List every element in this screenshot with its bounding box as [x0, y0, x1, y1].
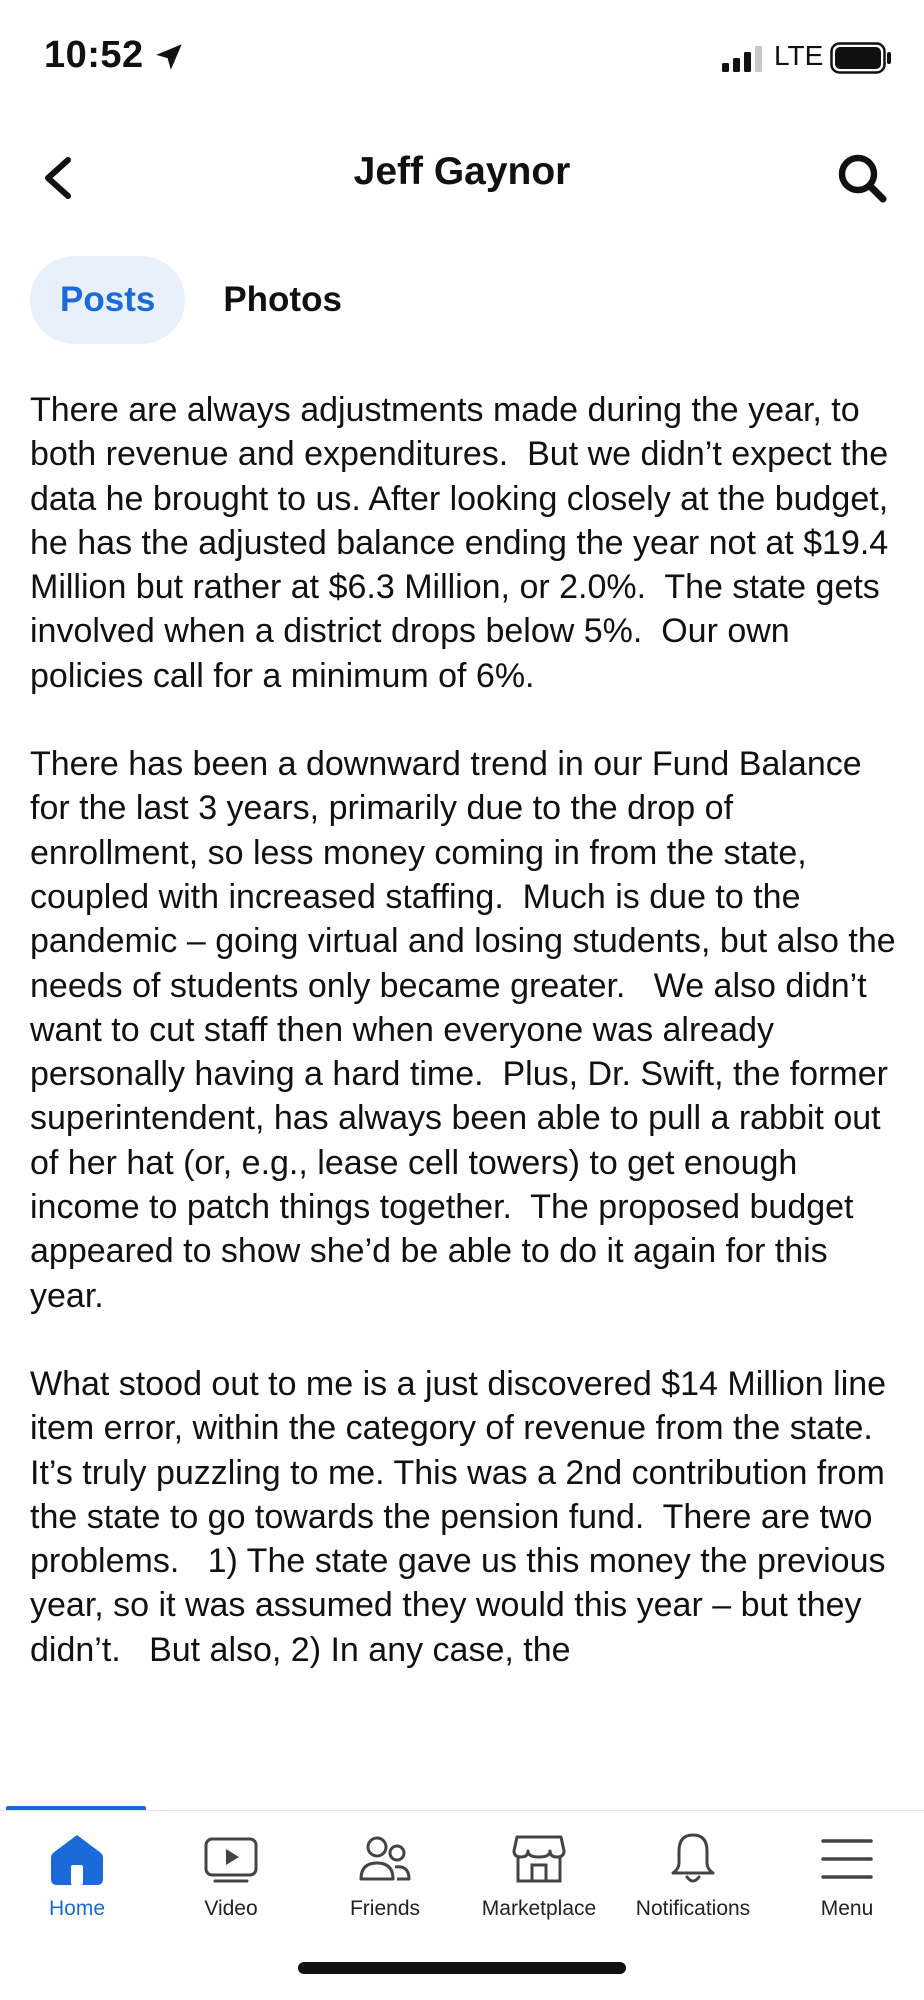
- bottom-nav: [0, 1810, 924, 1931]
- search-button[interactable]: [830, 146, 894, 210]
- page-title: Jeff Gaynor: [353, 150, 571, 193]
- nav-label: Menu: [820, 1897, 874, 1920]
- signal-bars-icon: [722, 46, 766, 72]
- marketplace-icon: [509, 1829, 569, 1889]
- location-arrow-icon: [152, 40, 186, 74]
- battery-icon: [830, 42, 892, 74]
- nav-menu[interactable]: [770, 1811, 924, 1931]
- nav-label: Marketplace: [481, 1897, 597, 1920]
- post-paragraph: There are always adjustments made during the year, to both revenue and expenditures. But we didn’t expect the data he brought to us. After looking closely at the budget, he has the adjusted balance ending the year not at $19.4 Million but rather at $6.3 Million, or 2.0%. The state gets involved when a district drops below 5%. Our own policies call for a minimum of 6%.: [30, 391, 898, 695]
- profile-tabs: [30, 256, 358, 346]
- profile-header: [0, 120, 924, 230]
- post-paragraph: There has been a downward trend in our Fund Balance for the last 3 years, primarily due to the drop of enrollment, so less money coming in from the state, coupled with increased staffing. Much is due to the pandemic – going virtual and losing students, but also the needs of students only became greater. We also didn’t want to cut staff then when everyone was already personally having a hard time. Plus, Dr. Swift, the former superintendent, has always been able to pull a rabbit out of her hat (or, e.g., lease cell towers) to get enough income to patch things together. The proposed budget appeared to show she’d be able to do it again for this year.: [30, 745, 906, 1315]
- nav-notifications[interactable]: [616, 1811, 770, 1931]
- nav-marketplace[interactable]: [462, 1811, 616, 1931]
- bell-icon: [663, 1829, 723, 1889]
- nav-label: Video: [204, 1897, 258, 1920]
- post-body: [30, 388, 906, 1803]
- friends-icon: [355, 1829, 415, 1889]
- nav-home[interactable]: [0, 1811, 154, 1931]
- nav-label: Notifications: [635, 1897, 751, 1920]
- tab-posts[interactable]: Posts: [30, 256, 185, 344]
- nav-label: Friends: [349, 1897, 421, 1920]
- search-icon: [836, 152, 888, 204]
- status-time: 10:52: [44, 34, 144, 76]
- nav-label: Home: [48, 1897, 106, 1920]
- menu-icon: [817, 1829, 877, 1889]
- nav-video[interactable]: [154, 1811, 308, 1931]
- tab-photos[interactable]: Photos: [223, 280, 342, 319]
- home-indicator[interactable]: [298, 1962, 626, 1974]
- post-paragraph: What stood out to me is a just discovered $14 Million line item error, within the category of revenue from the state. It’s truly puzzling to me. This was a 2nd contribution from the state to go towards the pension fund. There are two problems. 1) The state gave us this money the previous year, so it was assumed they would this year – but they didn’t. But also, 2) In any case, the: [30, 1364, 896, 1669]
- status-bar: [0, 0, 924, 110]
- network-label: LTE: [774, 40, 824, 71]
- home-icon: [47, 1829, 107, 1889]
- nav-friends[interactable]: [308, 1811, 462, 1931]
- video-icon: [201, 1829, 261, 1889]
